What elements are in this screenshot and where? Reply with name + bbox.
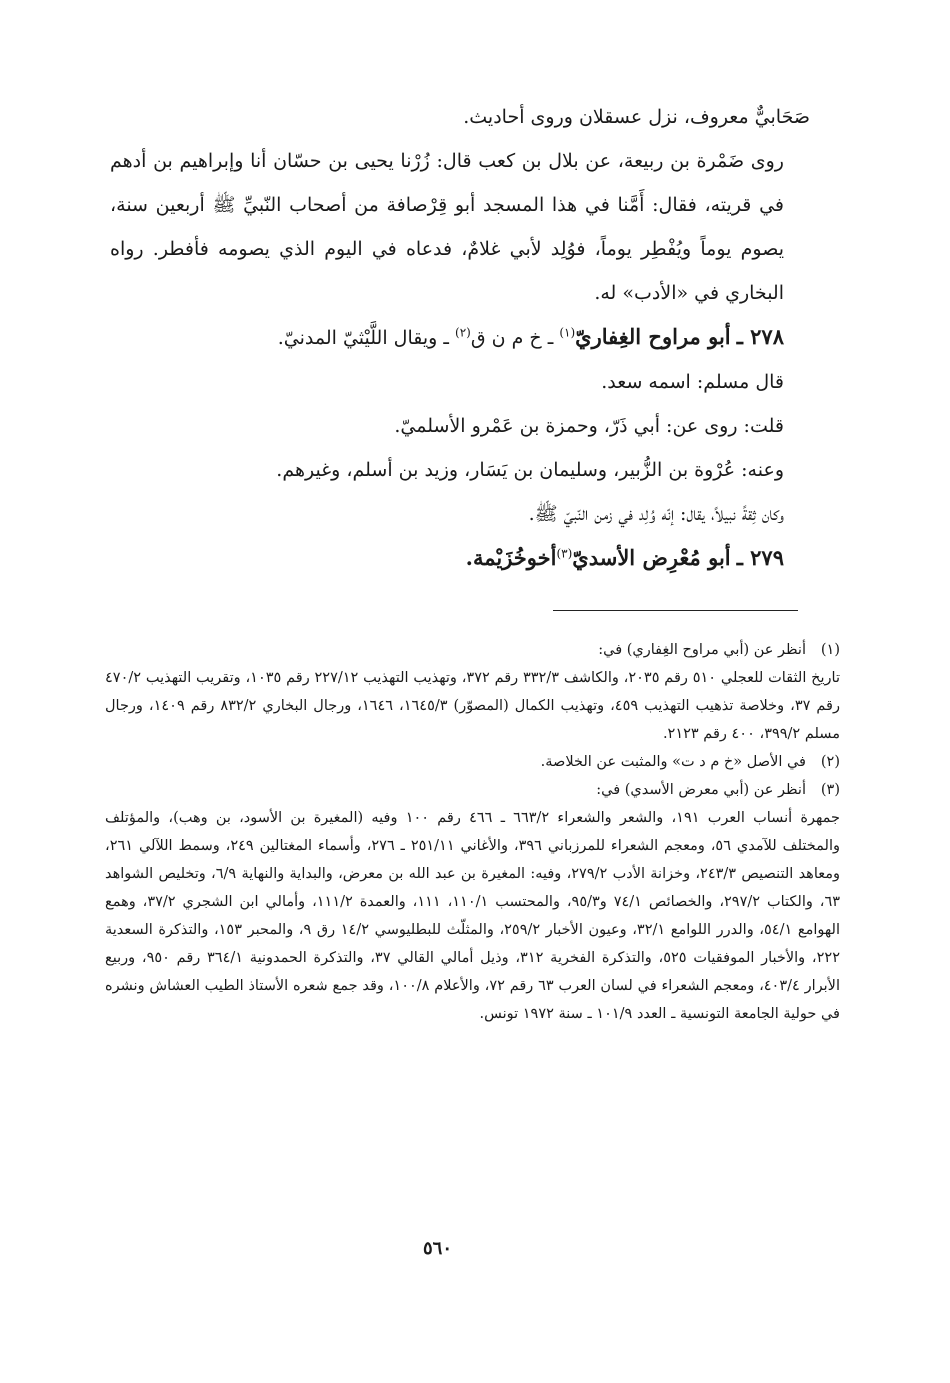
footnote-lead: أنظر عن (أبي معرض الأسدي) في:: [596, 782, 806, 798]
paragraph-narration: روى ضَمْرة بن ربيعة، عن بلال بن كعب قال: زُرْنا يحيى بن حسّان أنا وإبراهيم بن أدهم في قريته، فقال: أَمَّنا في هذا المسجد أبو قِرْصافة من أصحاب النّبيِّ ﷺ أربعين سنة، يصوم يوماً ويُفْطِر يوماً، فوُلِد لأبي غلامٌ، فدعاه في اليوم الذي يصومه فأفطر. رواه البخاري في «الأدب» له.: [110, 150, 784, 304]
entry-279-rest: أخوخُزَيْمة.: [465, 545, 557, 570]
footnote-1: [105, 636, 840, 664]
footnote-ref-1[interactable]: (١): [559, 325, 576, 340]
line-muslim: قال مسلم: اسمه سعد.: [601, 371, 784, 393]
entry-278-alt-name: ـ ويقال اللَّيْثيّ المدنيّ.: [277, 327, 449, 349]
line-thiqa: وكان ثِقةً نبيلاً، يقال: إنّه وُلِد في زمن النّبيّ ﷺ.: [528, 503, 784, 525]
footnote-3: [105, 776, 840, 804]
footnote-ref-3[interactable]: (٣): [556, 546, 573, 561]
footnote-marker: (٢): [820, 754, 840, 770]
footnote-lead: أنظر عن (أبي مراوح الغِفاري) في:: [598, 642, 806, 658]
footnote-separator: [553, 610, 798, 611]
main-text: [110, 95, 810, 581]
footnote-detail: جمهرة أنساب العرب ١٩١، والشعر والشعراء ٦٦٣/٢ ـ ٤٦٦ رقم ١٠٠ وفيه (المغيرة بن الأسود، بن وهب)، والمؤتلف والمختلف للآمدي ٥٦، ومعجم الشعراء للمرزباني ٣٩٦، والأغاني ٢٥١/١١ ـ ٢٧٦، وأسماء المغتالين ٢٤٩، وسمط اللآلي ٢٦١، ومعاهد التنصيص ٢٤٣/٣، وخزانة الأدب ٢٧٩/٢، وفيه: المغيرة بن عبد الله بن معرض، والبداية والنهاية ٦/٩، وتخليص الشواهد ٦٣، والكتاب ٢٩٧/٢، والخصائص ٧٤/١ و٩٥/٣، والمحتسب ١١٠/١، ١١١، والعمدة ١١١/٢، وأمالي ابن الشجري ٣٧/٢، وهمع الهوامع ٥٤/١، والدرر اللوامع ٣٢/١، وعيون الأخبار ٢٥٩/٢، والمثلّث للبطليوسي ١٤/٢ رق ٩، والمحبر ١٥٣، والتذكرة السعدية ٢٢٢، والأخبار الموفقيات ٥٢٥، والتذكرة الفخرية ٣١٢، وذيل أمالي القالي ٣٧، والتذكرة الحمدونية ٣٦٤/١ رقم ٩٥٠، وربيع الأبرار ٤٠٣/٤، ومعجم الشعراء في لسان العرب ٦٣ رقم ٧٢، والأعلام ١٠٠/٨، وقد جمع شعره الأستاذ الطيب العشاش ونشره في حولية الجامعة التونسية ـ العدد ١٠١/٩ ـ سنة ١٩٧٢ تونس.: [105, 810, 841, 1022]
entry-279-number: ٢٧٩ ـ: [736, 545, 784, 570]
footnote-lead: في الأصل «خ م د ت» والمثبت عن الخلاصة.: [540, 754, 806, 770]
entry-279-name: أبو مُعْرِض الأسديّ: [572, 545, 731, 570]
page-number: ٥٦٠: [422, 1238, 452, 1259]
paragraph-companion: صَحَابيٌّ معروف، نزل عسقلان وروى أحاديث.: [463, 106, 810, 128]
footnote-marker: (١): [820, 642, 840, 658]
line-narrators-from: وعنه: عُرْوة بن الزُّبير، وسليمان بن يَسَار، وزيد بن أسلم، وغيرهم.: [276, 459, 784, 481]
entry-278-codes: ـ خ م ن ق: [470, 327, 554, 349]
footnotes: [105, 636, 840, 1028]
line-qult: قلت: روى عن: أبي ذَرّ، وحمزة بن عَمْرو الأسلميّ.: [394, 415, 784, 437]
entry-279: [110, 536, 810, 581]
footnote-ref-2[interactable]: (٢): [455, 325, 471, 340]
footnote-marker: (٣): [820, 782, 840, 798]
entry-278: [110, 315, 810, 360]
footnote-2: [105, 748, 840, 776]
entry-278-name: أبو مراوح الغِفاريّ: [575, 324, 731, 349]
footnote-detail: تاريخ الثقات للعجلي ٥١٠ رقم ٢٠٣٥، والكاشف ٣٣٢/٣ رقم ٣٧٢، وتهذيب التهذيب ٢٢٧/١٢ رقم ١٠٣٥، وتقريب التهذيب ٤٧٠/٢ رقم ٣٧، وخلاصة تذهيب التهذيب ٤٥٩، وتهذيب الكمال (المصوّر) ١٦٤٥/٣، ١٦٤٦، ورجال البخاري ٨٣٢/٢ رقم ١٤٠٩، ورجال مسلم ٣٩٩/٢، ٤٠٠ رقم ٢١٢٣.: [105, 670, 840, 742]
entry-278-number: ٢٧٨ ـ: [736, 324, 784, 349]
